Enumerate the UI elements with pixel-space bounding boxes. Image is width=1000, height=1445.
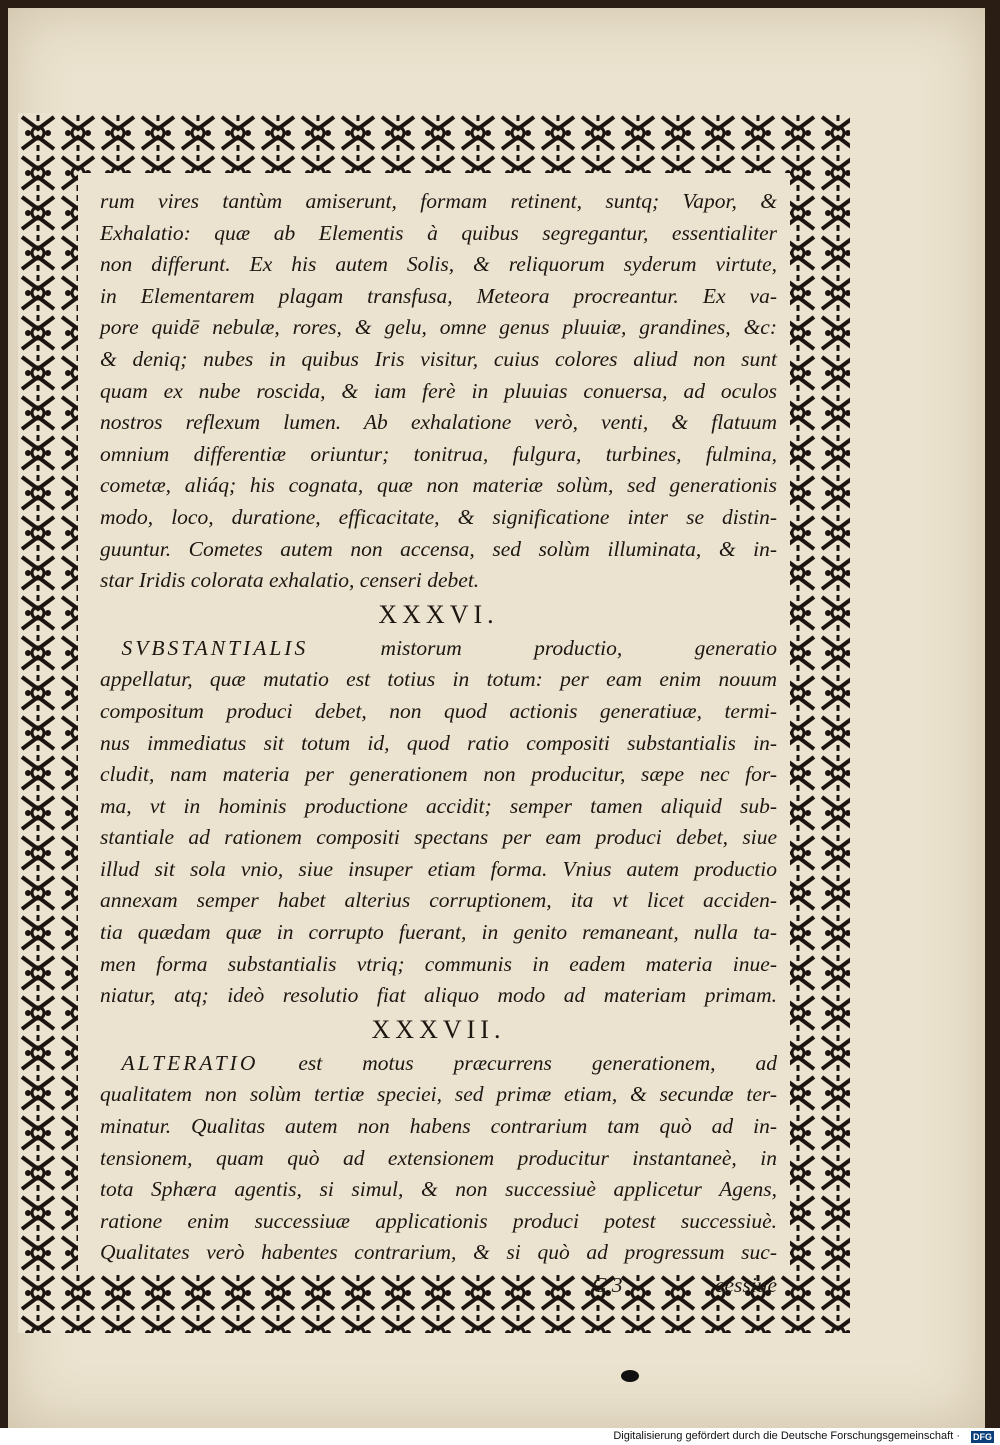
section-lead-word: SVBSTANTIALIS <box>121 635 309 660</box>
text-line: cludit, nam materia per generationem non producitur, sæpe nec for- <box>100 762 777 787</box>
text-line: qualitatem non solùm tertiæ speciei, sed primæ etiam, & secundæ ter- <box>100 1082 777 1107</box>
text-line: ratione enim successiuæ applicationis produci potest successiuè. <box>100 1208 777 1233</box>
text-line: stantiale ad rationem compositi spectans per eam produci debet, siue <box>100 825 777 850</box>
footer-credit: Digitalisierung gefördert durch die Deutsche Forschungsgemeinschaft · <box>613 1430 960 1442</box>
signature-line <box>100 1269 777 1301</box>
text-fragment: mistorum productio, generatio <box>380 635 777 660</box>
text-line: men forma substantialis vtriq; communis in eadem materia inue- <box>100 951 777 976</box>
signature-mark: C 3 <box>592 1273 623 1297</box>
text-line: & deniq; nubes in quibus Iris visitur, cuius colores aliud non sunt <box>100 346 777 371</box>
text-line: ma, vt in hominis productione accidit; semper tamen aliquid sub- <box>100 793 777 818</box>
digitization-footer <box>0 1428 1000 1445</box>
text-line: annexam semper habet alterius corruptionem, ita vt licet acciden- <box>100 888 777 913</box>
text-line: quam ex nube roscida, & iam ferè in pluuias conuersa, ad oculos <box>100 378 777 403</box>
text-line: guuntur. Cometes autem non accensa, sed solùm illuminata, & in- <box>100 536 777 561</box>
section-xxxvi <box>100 633 777 1012</box>
catchword: cessiuè <box>714 1273 777 1297</box>
text-fragment: est motus præcurrens generationem, ad <box>298 1050 777 1075</box>
text-line: modo, loco, duratione, efficacitate, & significatione inter se distin- <box>100 504 777 529</box>
text-line: Qualitates verò habentes contrarium, & si quò ad progressum suc- <box>100 1240 777 1265</box>
text-line: tensionem, quam quò ad extensionem producitur instantaneè, in <box>100 1145 777 1170</box>
section-xxxvii <box>100 1048 777 1269</box>
text-line: star Iridis colorata exhalatio, censeri debet. <box>100 568 480 593</box>
section-heading-xxxvi: XXXVI. <box>378 599 499 629</box>
text-line: tia quædam quæ in corrupto fuerant, in genito remaneant, nulla ta- <box>100 920 777 945</box>
text-line <box>100 1048 777 1080</box>
body-text <box>100 186 777 1301</box>
dfg-logo-icon: DFG <box>973 1432 992 1442</box>
text-line: omnium differentiæ oriuntur; tonitrua, fulgura, turbines, fulmina, <box>100 441 777 466</box>
text-line: rum vires tantùm amiserunt, formam retinent, suntq; Vapor, & <box>100 189 777 213</box>
text-line: in Elementarem plagam transfusa, Meteora procreantur. Ex va- <box>100 283 777 308</box>
text-line: nus immediatus sit totum id, quod ratio compositi substantialis in- <box>100 730 777 755</box>
text-line: niatur, atq; ideò resolutio fiat aliquo modo ad materiam primam. <box>100 983 777 1008</box>
text-line: nostros reflexum lumen. Ab exhalatione verò, venti, & flatuum <box>100 410 777 435</box>
text-line: non differunt. Ex his autem Solis, & reliquorum syderum virtute, <box>100 252 777 277</box>
book-page <box>8 8 985 1428</box>
text-line: pore quidē nebulæ, rores, & gelu, omne genus pluuiæ, grandines, &c: <box>100 315 777 340</box>
section-heading-xxxvii: XXXVII. <box>371 1014 506 1044</box>
section-lead-word: ALTERATIO <box>121 1050 259 1075</box>
text-line <box>100 633 777 665</box>
text-line: cometæ, aliáq; his cognata, quæ non materiæ solùm, sed generationis <box>100 473 777 498</box>
text-line: minatur. Qualitas autem non habens contrarium tam quò ad in- <box>100 1114 777 1139</box>
text-line: Exhalatio: quæ ab Elementis à quibus segregantur, essentialiter <box>100 220 777 245</box>
text-line: appellatur, quæ mutatio est totius in totum: per eam enim nouum <box>100 667 777 692</box>
text-line: tota Sphæra agentis, si simul, & non successiuè applicetur Agens, <box>100 1177 777 1202</box>
text-line: illud sit sola vnio, siue insuper etiam forma. Vnius autem productio <box>100 856 777 881</box>
section-xxxv-continuation <box>100 186 777 597</box>
text-line: compositum produci debet, non quod actionis generatiuæ, termi- <box>100 698 777 723</box>
ink-blot <box>621 1370 639 1382</box>
